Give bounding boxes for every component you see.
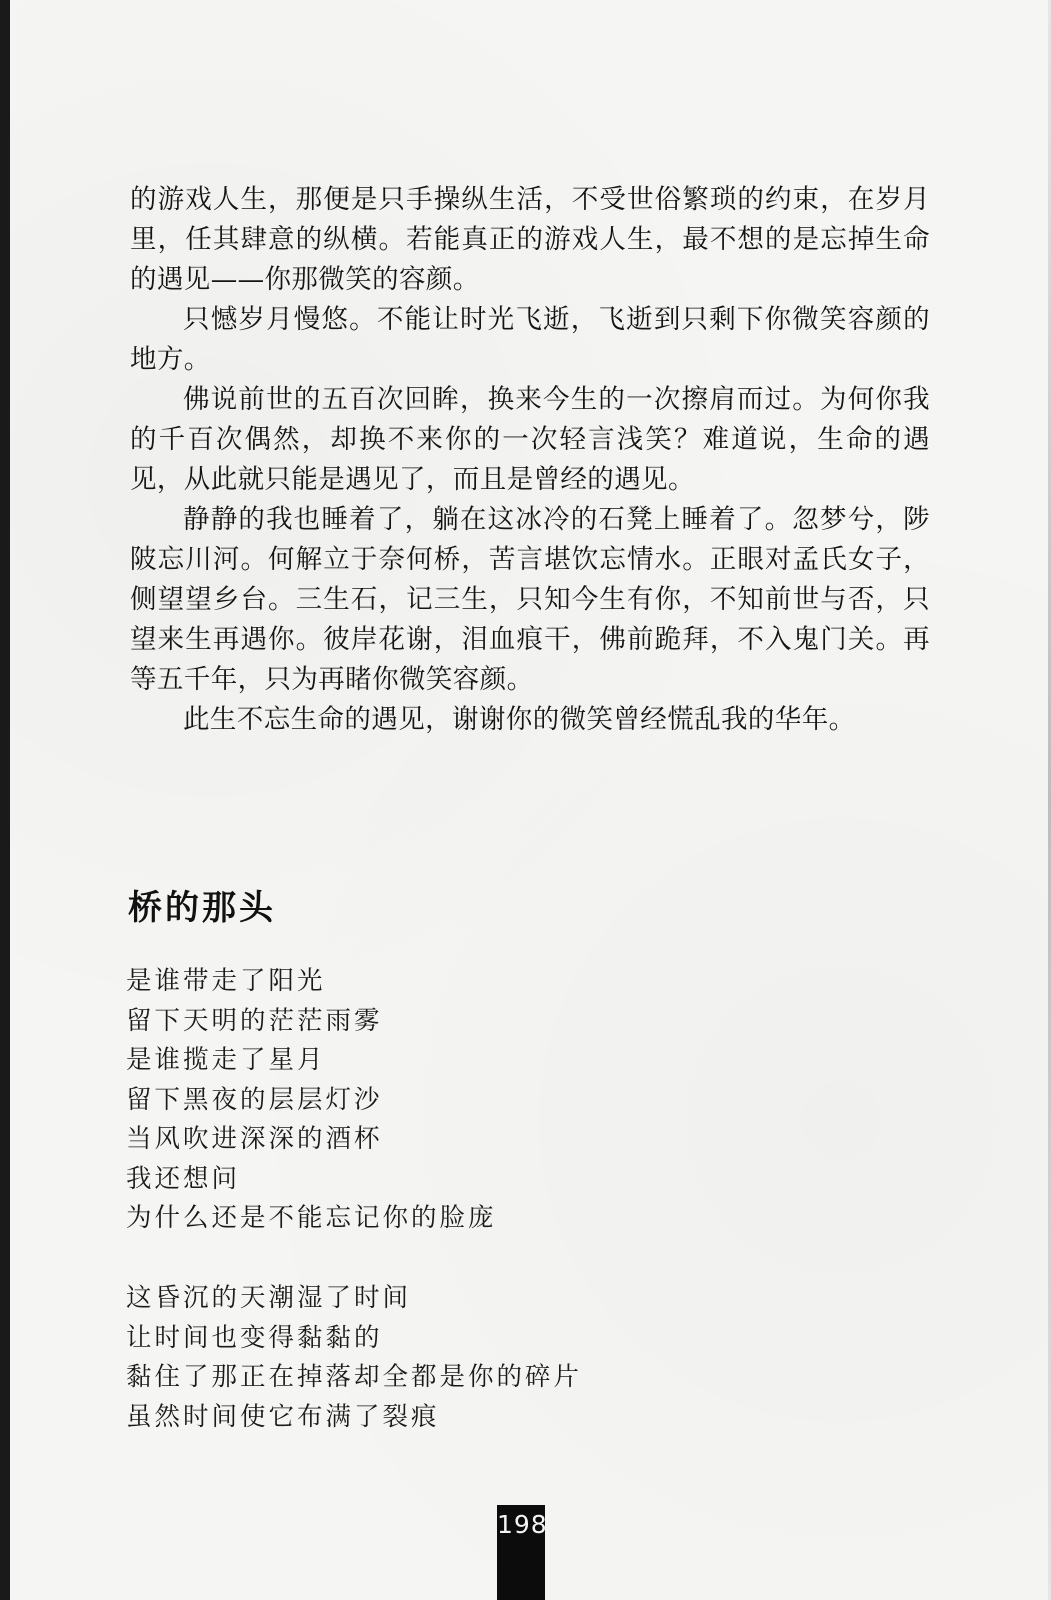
poem-line: 是谁揽走了星月 <box>126 1045 326 1075</box>
prose-paragraph: 佛说前世的五百次回眸，换来今生的一次擦肩而过。为何你我的千百次偶然，却换不来你的一次轻言浅笑？难道说，生命的遇见，从此就只能是遇见了，而且是曾经的遇见。 <box>130 384 930 495</box>
poem-line: 让时间也变得黏黏的 <box>126 1322 383 1353</box>
prose-paragraph: 此生不忘生命的遇见，谢谢你的微笑曾经慌乱我的华年。 <box>183 704 856 735</box>
poem-line: 当风吹进深深的酒杯 <box>126 1124 383 1154</box>
poem-line: 留下黑夜的层层灯沙 <box>126 1084 383 1115</box>
poem-stanza-2 <box>126 1279 582 1437</box>
poem-line: 黏住了那正在掉落却全都是你的碎片 <box>126 1362 583 1392</box>
page-number: 198 <box>497 1505 545 1600</box>
poem-line: 为什么还是不能忘记你的脸庞 <box>126 1203 497 1233</box>
prose-paragraph: 只憾岁月慢悠。不能让时光飞逝，飞逝到只剩下你微笑容颜的地方。 <box>130 304 930 375</box>
poem-title: 桥的那头 <box>128 888 276 928</box>
poem-line: 是谁带走了阳光 <box>126 966 326 996</box>
poem-line: 我还想问 <box>126 1163 241 1194</box>
poem-line: 虽然时间使它布满了裂痕 <box>126 1401 440 1432</box>
page-left-edge <box>0 0 10 1600</box>
poem-line: 留下天明的茫茫雨雾 <box>126 1005 383 1036</box>
prose-section <box>130 180 930 740</box>
prose-paragraph: 的游戏人生，那便是只手操纵生活，不受世俗繁琐的约束，在岁月里，任其肆意的纵横。若能真正的游戏人生，最不想的是忘掉生命的遇见——你那微笑的容颜。 <box>130 184 930 295</box>
poem-stanza-1 <box>126 962 497 1239</box>
poem-line: 这昏沉的天潮湿了时间 <box>126 1283 412 1313</box>
prose-paragraph: 静静的我也睡着了，躺在这冰冷的石凳上睡着了。忽梦兮，陟陂忘川河。何解立于奈何桥，苦言堪饮忘情水。正眼对孟氏女子，侧望望乡台。三生石，记三生，只知今生有你，不知前世与否，只望来生再遇你。彼岸花谢，泪血痕干，佛前跪拜，不入鬼门关。再等五千年，只为再睹你微笑容颜。 <box>130 504 930 695</box>
